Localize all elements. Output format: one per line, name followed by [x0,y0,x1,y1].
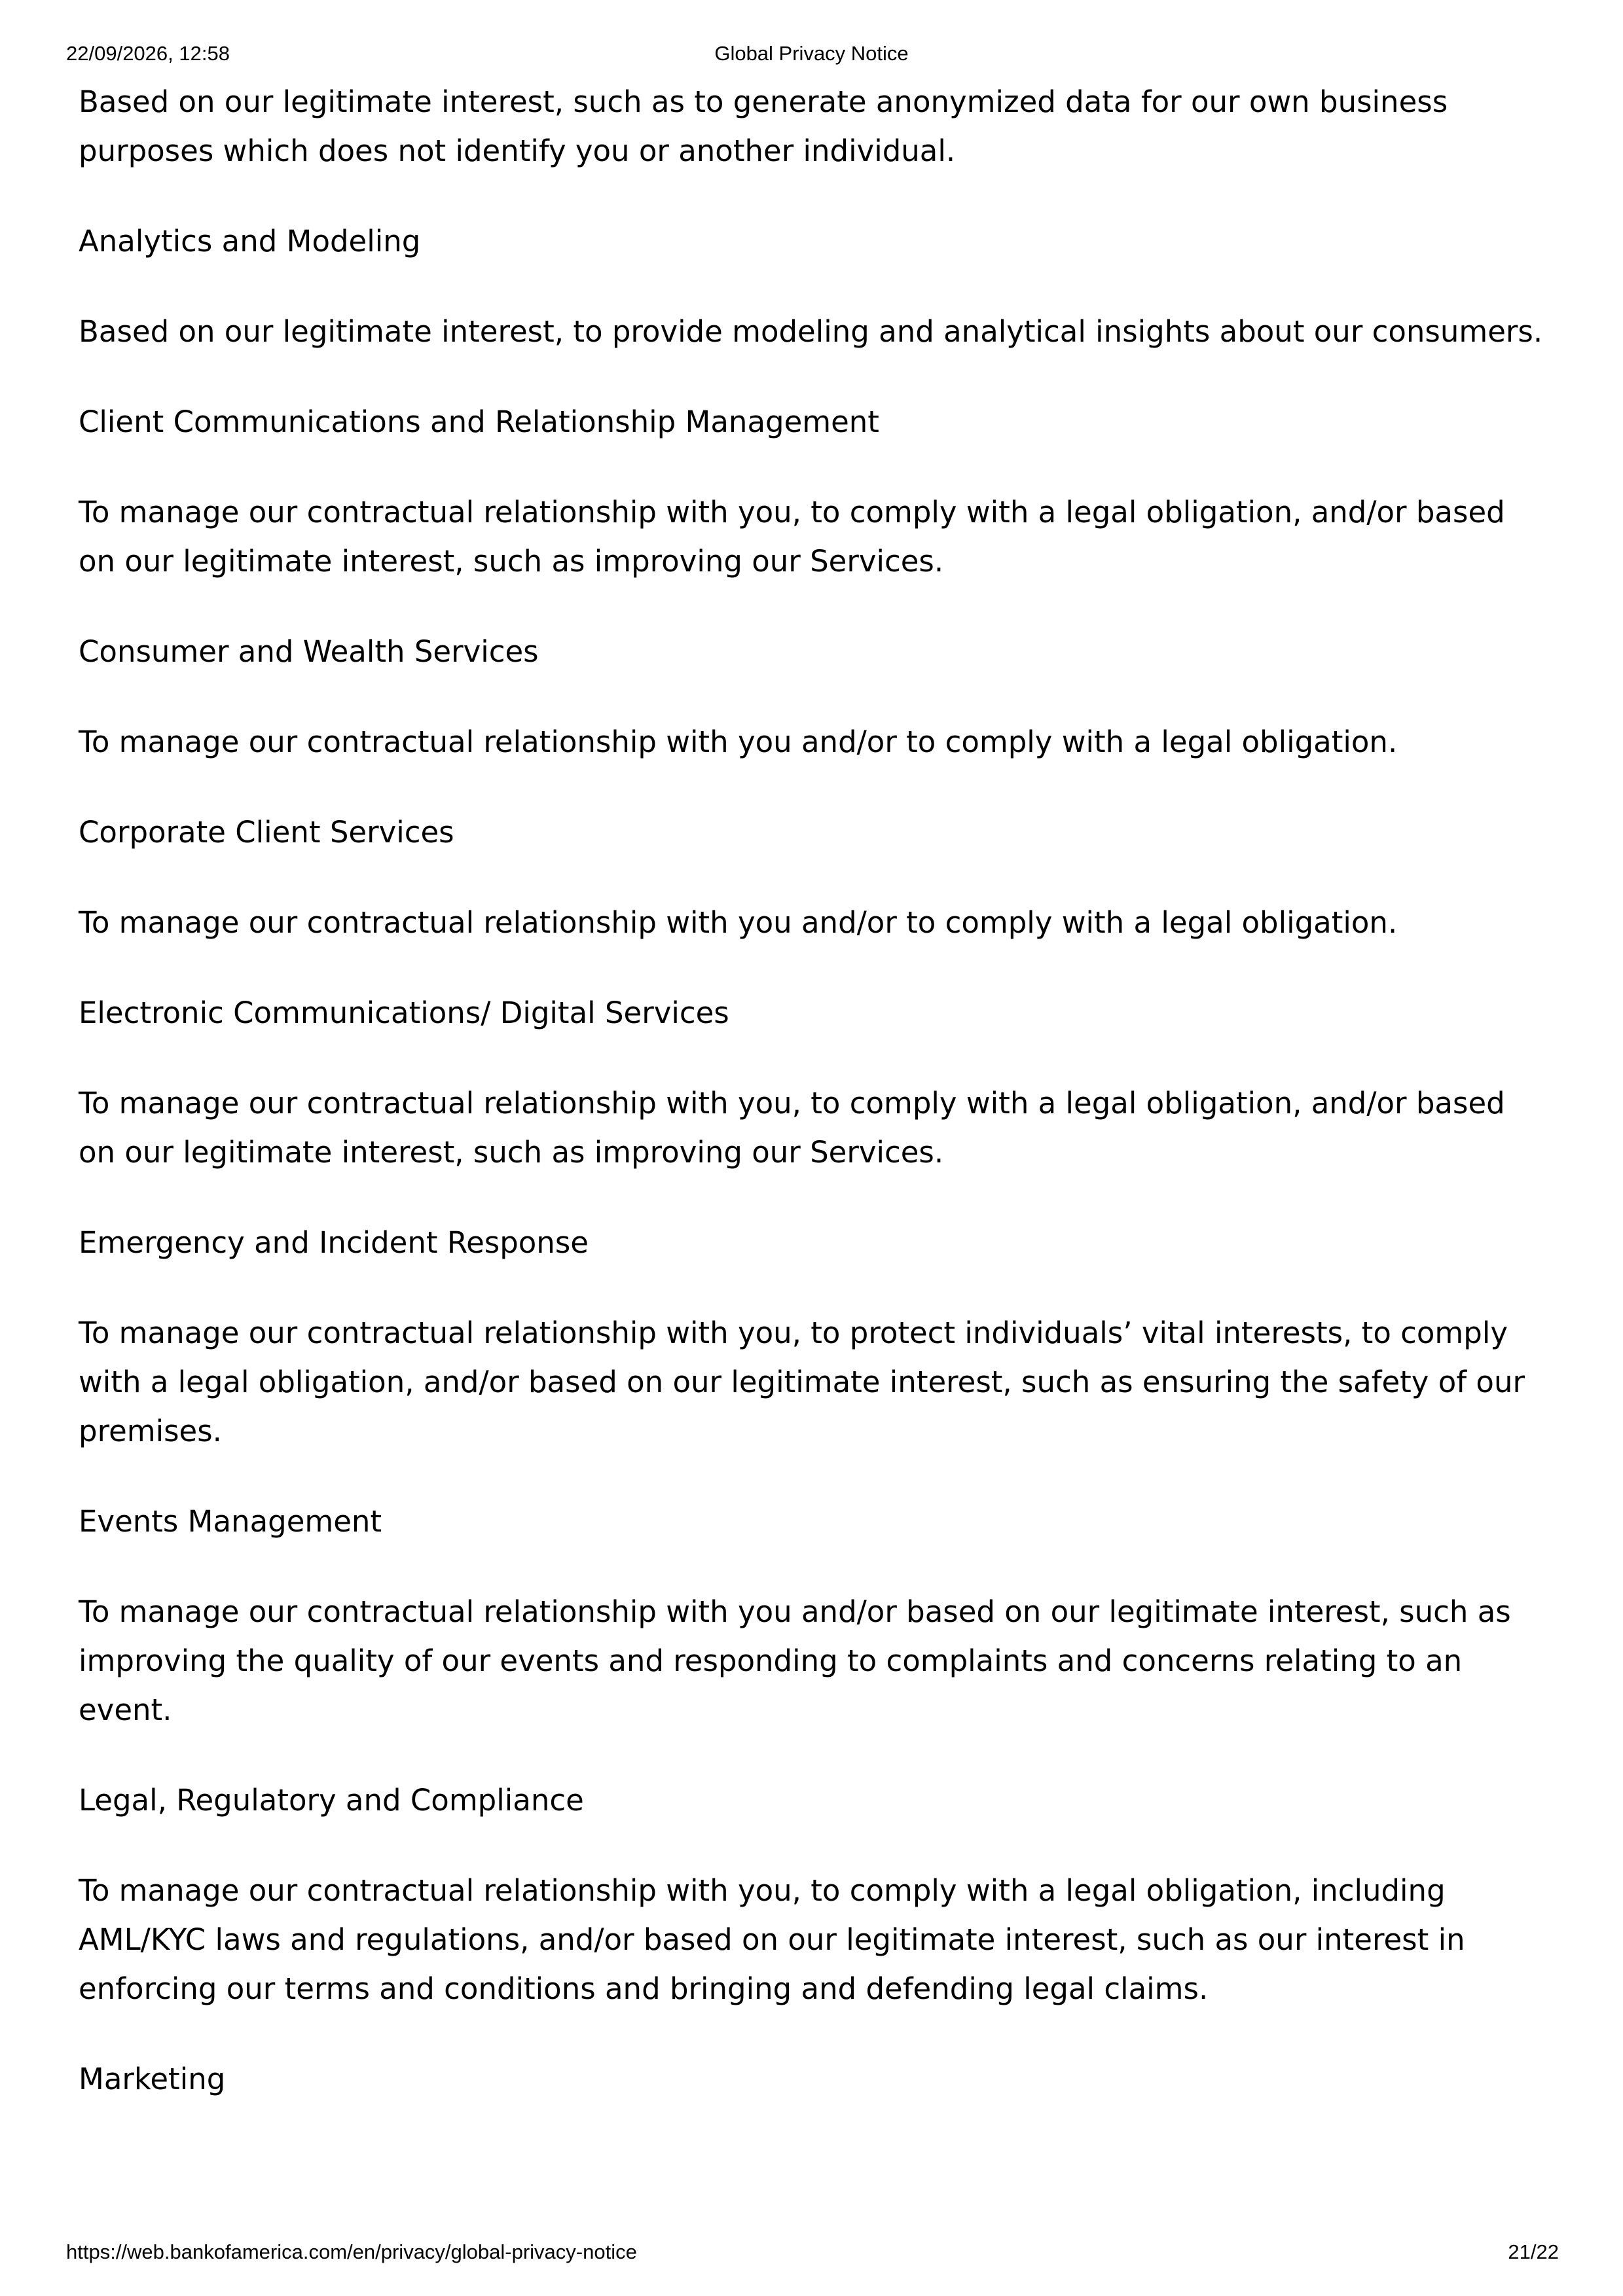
paragraph-client-communications: To manage our contractual relationship with you, to comply with a legal obligation, and/or based on our legitimate interest, such as improving our Services. [79,495,1505,579]
paragraph-analytics-modeling: Based on our legitimate interest, to provide modeling and analytical insights about our consumers. [79,314,1543,349]
heading-electronic-communications: Electronic Communications/ Digital Services [79,996,729,1030]
heading-consumer-wealth-services: Consumer and Wealth Services [79,634,539,669]
print-footer [0,2240,1623,2267]
document-body [79,77,1545,2145]
paragraph-legal-regulatory-compliance: To manage our contractual relationship with you, to comply with a legal obligation, including AML/KYC laws and regulations, and/or based on our legitimate interest, such as our interest in enforcing our terms and conditions and bringing and defending legal claims. [79,1873,1465,2006]
print-datetime: 22/09/2026, 12:58 [66,42,230,65]
paragraph-consumer-wealth-services: To manage our contractual relationship with you and/or to comply with a legal obligation. [79,725,1398,759]
page-number: 21/22 [1508,2240,1559,2263]
heading-events-management: Events Management [79,1504,382,1539]
heading-legal-regulatory-compliance: Legal, Regulatory and Compliance [79,1783,584,1818]
page-url: https://web.bankofamerica.com/en/privacy/global-privacy-notice [66,2240,637,2263]
paragraph-corporate-client-services: To manage our contractual relationship with you and/or to comply with a legal obligation. [79,905,1398,940]
paragraph-anonymized-data: Based on our legitimate interest, such as to generate anonymized data for our own business purposes which does not identify you or another individual. [79,84,1448,168]
heading-corporate-client-services: Corporate Client Services [79,815,454,850]
paragraph-emergency-incident-response: To manage our contractual relationship with you, to protect individuals’ vital interests, to comply with a legal obligation, and/or based on our legitimate interest, such as ensuring the safety of our premises. [79,1316,1525,1448]
heading-marketing: Marketing [79,2062,226,2096]
paragraph-events-management: To manage our contractual relationship with you and/or based on our legitimate interest, such as improving the quality of our events and responding to complaints and concerns relating to an event. [79,1594,1511,1727]
page-title: Global Privacy Notice [714,42,909,65]
heading-analytics-modeling: Analytics and Modeling [79,224,421,259]
heading-client-communications: Client Communications and Relationship Management [79,404,879,439]
heading-emergency-incident-response: Emergency and Incident Response [79,1225,589,1260]
print-header [0,42,1623,68]
paragraph-electronic-communications: To manage our contractual relationship with you, to comply with a legal obligation, and/or based on our legitimate interest, such as improving our Services. [79,1086,1505,1170]
